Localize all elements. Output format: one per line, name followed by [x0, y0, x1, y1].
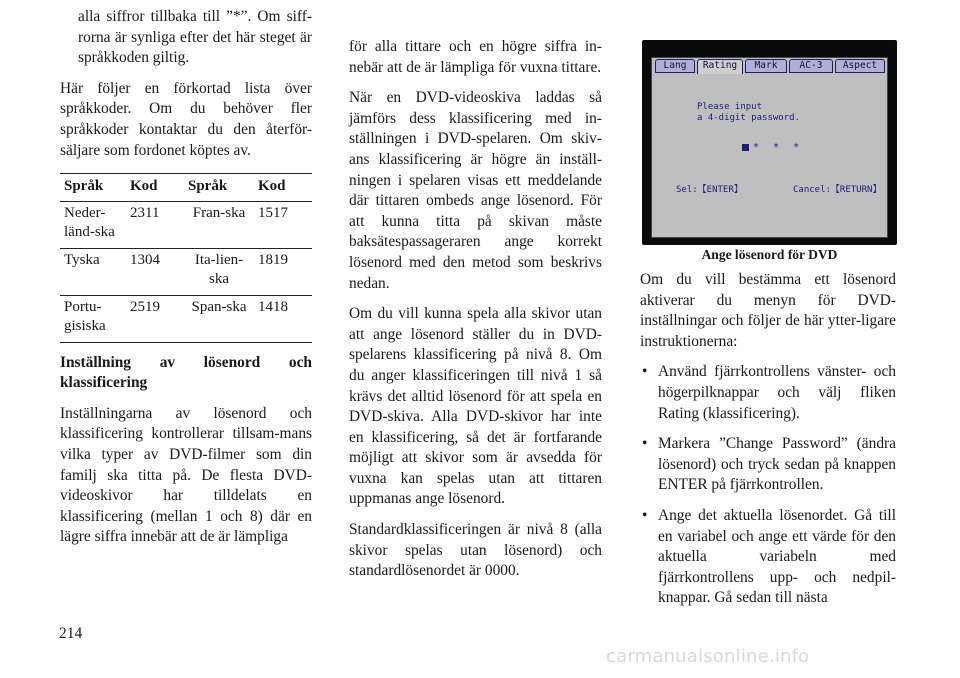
tab-aspect: Aspect — [835, 59, 885, 73]
list-item-text: Använd fjärrkontrollens vänster- och högerpilknappar och välj fliken Rating (klassificering). — [658, 363, 896, 422]
password-entry — [742, 142, 803, 153]
language-list-intro: Här följer en förkortad lista över språkkoder. Om du behöver fler språkkoder kontaktar du den återför-säljare som fordonet köptes av. — [60, 79, 312, 159]
password-intro: Om du vill bestämma ett lösenord aktiverar du menyn för DVD-inställningar och följer de här ytter-ligare instruktionerna: — [640, 271, 896, 350]
section-heading: Inställning av lösenord och klassificering — [60, 353, 312, 392]
dvd-menu-tabs — [652, 58, 889, 74]
table-cell: 1819 — [254, 248, 312, 295]
page-number: 214 — [59, 625, 83, 642]
bullet-icon: • — [642, 435, 648, 453]
column-right — [640, 270, 896, 619]
table-cell: 1304 — [126, 248, 184, 295]
cancel-hint: Cancel:【RETURN】 — [793, 185, 882, 195]
table-cell: Portu-gisiska — [60, 295, 126, 342]
table-cell: 1517 — [254, 201, 312, 248]
list-item-text: Ange det aktuella lösenordet. Gå till en variabel och ange ett värde för den aktuella variabeln med fjärrkontrollens upp- och nedpil-knappar. Gå sedan till nästa — [658, 506, 896, 607]
list-item — [640, 434, 896, 496]
table-cell: Tyska — [60, 248, 126, 295]
paragraph-disc-comparison: När en DVD-videoskiva laddas så jämförs dess klassificering med in-ställningen i DVD-spelaren. Om skiv-ans klassificering är högre än inställ-ningen i spelaren visas ett meddelande där tittaren ombeds ange lösenord. För att kunna titta på skivan måste baksätespassageraren ange korrekt lösenord med den metod som beskrivs nedan. — [349, 89, 602, 292]
password-stars: * * * — [753, 142, 804, 153]
table-row — [60, 201, 312, 248]
dvd-password-screen — [642, 40, 897, 245]
tab-lang: Lang — [655, 59, 695, 73]
paragraph-rating-levels: Om du vill kunna spela alla skivor utan att ange lösenord ställer du in DVD-spelarens klassificering på nivå 8. Om du anger klassificeringen till nivå 1 så krävs det alltid lösenord för att spela en DVD-skiva. Alla DVD-skivor har inte en klassificering, så det är fortfarande möjligt att skivor som är avsedda för vuxna kan spelas utan att tittaren uppmanas ange lösenord. — [349, 305, 602, 508]
table-cell: Fran-ska — [184, 201, 254, 248]
paragraph-defaults: Standardklassificeringen är nivå 8 (alla skivor spelas utan lösenord) och standardlösenordet är 0000. — [349, 521, 602, 580]
table-cell: Span-ska — [184, 295, 254, 342]
table-header-cell: Kod — [254, 174, 312, 202]
list-item — [640, 506, 896, 609]
list-item-text: Markera ”Change Password” (ändra lösenord) och tryck sedan på knappen ENTER på fjärrkontrollen. — [658, 435, 896, 494]
watermark: carmanualsonline.info — [606, 646, 810, 667]
table-header-row — [60, 174, 312, 202]
cursor-block-icon — [742, 144, 749, 151]
table-row — [60, 295, 312, 342]
column-left — [60, 7, 312, 548]
table-header-cell: Språk — [184, 174, 254, 202]
settings-paragraph: Inställningarna av lösenord och klassificering kontrollerar tillsam-mans vilka typer av DVD-filmer som din familj ska titta på. De flesta DVD-videoskivor har tilldelats en klassificering (mellan 1 och 8) där en lägre siffra innebär att de är lämpliga — [60, 404, 312, 546]
dvd-menu-panel — [651, 57, 888, 238]
table-row — [60, 248, 312, 295]
figure-caption: Ange lösenord för DVD — [701, 247, 838, 262]
select-hint: Sel:【ENTER】 — [676, 185, 743, 195]
list-item — [640, 362, 896, 424]
table-cell: 1418 — [254, 295, 312, 342]
password-prompt-line2: a 4-digit password. — [697, 113, 800, 123]
table-cell: Ita-lien-ska — [184, 248, 254, 295]
continued-paragraph: alla siffror tillbaka till ”*”. Om siff-rorna är synliga efter det här steget är språkkoden giltig. — [78, 8, 312, 67]
table-header-cell: Kod — [126, 174, 184, 202]
password-prompt-line1: Please input — [697, 102, 763, 112]
tab-mark: Mark — [745, 59, 787, 73]
tab-rating: Rating — [697, 59, 743, 74]
table-cell: 2519 — [126, 295, 184, 342]
table-cell: 2311 — [126, 201, 184, 248]
table-header-cell: Språk — [60, 174, 126, 202]
paragraph-rating-continuation: för alla tittare och en högre siffra in-nebär att de är lämpliga för vuxna tittare. — [349, 38, 602, 76]
column-middle — [349, 37, 602, 582]
table-cell: Neder-länd-ska — [60, 201, 126, 248]
bullet-icon: • — [642, 363, 648, 381]
instruction-list — [640, 362, 896, 609]
language-code-table — [60, 173, 312, 343]
bullet-icon: • — [642, 506, 648, 524]
tab-ac3: AC-3 — [789, 59, 833, 73]
